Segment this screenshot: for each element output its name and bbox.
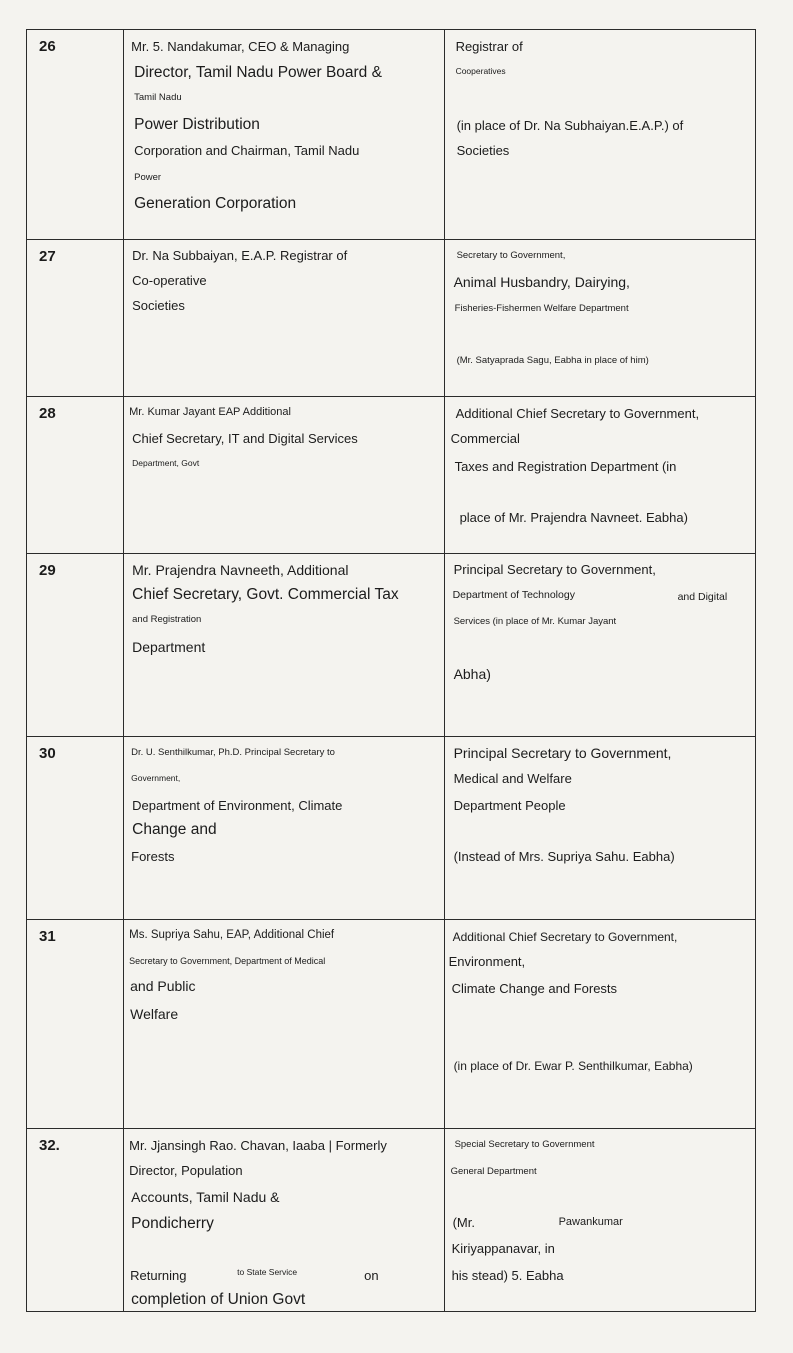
row-number-cell: [27, 240, 124, 397]
posting-line: Services (in place of Mr. Kumar Jayant: [453, 616, 617, 627]
posting-cell: [444, 397, 755, 554]
posting-line: Kiriyappanavar, in: [451, 1241, 555, 1256]
officer-line: Corporation and Chairman, Tamil Nadu: [134, 143, 360, 158]
row-number: 26: [39, 38, 56, 55]
officer-line: Chief Secretary, Govt. Commercial Tax: [132, 586, 399, 603]
posting-line: Fisheries-Fishermen Welfare Department: [454, 303, 629, 314]
officer-line: Chief Secretary, IT and Digital Services: [132, 431, 358, 446]
officer-cell: [124, 554, 444, 737]
officer-line: Change and: [132, 821, 217, 838]
posting-cell: [444, 1129, 755, 1312]
posting-line: Department People: [453, 798, 566, 813]
posting-line: (Instead of Mrs. Supriya Sahu. Eabha): [453, 849, 675, 864]
table-row: [27, 240, 756, 397]
row-number-cell: [27, 30, 124, 240]
posting-line: and Digital: [677, 591, 728, 603]
officer-line: Dr. U. Senthilkumar, Ph.D. Principal Secretary to: [131, 747, 335, 758]
officer-line: Department of Environment, Climate: [132, 798, 343, 813]
posting-cell: [444, 30, 755, 240]
officer-cell: [124, 240, 444, 397]
officer-cell: [124, 737, 444, 920]
row-number-cell: [27, 397, 124, 554]
posting-line: Registrar of: [455, 39, 523, 54]
officer-cell: [124, 1129, 444, 1312]
officer-line: Director, Population: [129, 1163, 243, 1178]
table-row: [27, 1129, 756, 1312]
posting-line: Additional Chief Secretary to Government,: [452, 930, 678, 944]
officer-line: Forests: [131, 849, 175, 864]
posting-cell: [444, 240, 755, 397]
officer-line: Government,: [131, 773, 181, 783]
posting-line: Additional Chief Secretary to Government,: [455, 406, 700, 421]
officer-line: Tamil Nadu: [134, 92, 182, 103]
officer-line: to State Service: [237, 1267, 298, 1277]
row-number: 30: [39, 745, 56, 762]
posting-line: Principal Secretary to Government,: [453, 562, 656, 577]
table-row: [27, 554, 756, 737]
officer-cell: [124, 920, 444, 1129]
row-number: 28: [39, 405, 56, 422]
row-number-cell: [27, 554, 124, 737]
officer-line: Mr. Prajendra Navneeth, Additional: [132, 562, 349, 578]
officer-line: Power: [134, 172, 162, 183]
posting-line: Societies: [456, 143, 510, 158]
posting-line: (in place of Dr. Ewar P. Senthilkumar, Eabha): [453, 1059, 693, 1073]
posting-cell: [444, 737, 755, 920]
officer-line: Mr. Jjansingh Rao. Chavan, Iaaba | Formerly: [129, 1138, 387, 1153]
appointments-table: [26, 29, 756, 1312]
posting-line: Pawankumar: [558, 1216, 623, 1228]
table-row: [27, 30, 756, 240]
row-number-cell: [27, 1129, 124, 1312]
posting-line: place of Mr. Prajendra Navneet. Eabha): [459, 510, 688, 525]
officer-line: Mr. Kumar Jayant EAP Additional: [129, 406, 291, 418]
officer-line: Pondicherry: [131, 1215, 214, 1232]
officer-line: Department: [132, 639, 206, 655]
posting-line: Principal Secretary to Government,: [453, 745, 672, 761]
posting-line: Department of Technology: [452, 589, 575, 601]
officer-line: and Registration: [132, 614, 202, 625]
officer-line: Power Distribution: [134, 116, 260, 133]
officer-line: Welfare: [130, 1006, 179, 1022]
officer-line: Co-operative: [132, 273, 207, 288]
row-number: 31: [39, 928, 56, 945]
officer-line: Ms. Supriya Sahu, EAP, Additional Chief: [129, 929, 335, 941]
posting-line: Taxes and Registration Department (in: [454, 459, 677, 474]
table-row: [27, 397, 756, 554]
posting-cell: [444, 920, 755, 1129]
posting-line: Medical and Welfare: [453, 771, 572, 786]
officer-line: completion of Union Govt: [131, 1291, 306, 1308]
posting-line: Climate Change and Forests: [451, 981, 618, 996]
officer-cell: [124, 397, 444, 554]
posting-cell: [444, 554, 755, 737]
posting-line: Commercial: [450, 431, 520, 446]
officer-line: Director, Tamil Nadu Power Board &: [134, 64, 382, 81]
officer-line: and Public: [130, 978, 196, 994]
posting-line: his stead) 5. Eabha: [451, 1268, 564, 1283]
posting-line: Abha): [453, 666, 491, 682]
officer-line: Dr. Na Subbaiyan, E.A.P. Registrar of: [132, 248, 348, 263]
posting-line: Special Secretary to Government: [454, 1139, 595, 1150]
posting-line: (in place of Dr. Na Subhaiyan.E.A.P.) of: [456, 118, 684, 133]
officer-line: Secretary to Government, Department of Medical: [129, 956, 326, 966]
posting-line: Cooperatives: [455, 66, 506, 76]
officer-line: Generation Corporation: [134, 195, 297, 212]
officer-line: on: [364, 1268, 379, 1283]
officer-cell: [124, 30, 444, 240]
officer-line: Mr. 5. Nandakumar, CEO & Managing: [131, 39, 350, 54]
posting-line: (Mr. Satyaprada Sagu, Eabha in place of him): [456, 355, 649, 366]
row-number-cell: [27, 920, 124, 1129]
table-row: [27, 737, 756, 920]
row-number: 27: [39, 248, 56, 265]
table-row: [27, 920, 756, 1129]
officer-line: Accounts, Tamil Nadu &: [131, 1189, 280, 1205]
row-number: 32.: [39, 1137, 60, 1154]
officer-line: Department, Govt: [132, 458, 200, 468]
posting-line: General Department: [450, 1166, 537, 1177]
posting-line: Secretary to Government,: [456, 250, 566, 261]
posting-line: (Mr.: [452, 1215, 475, 1230]
row-number-cell: [27, 737, 124, 920]
officer-line: Societies: [132, 298, 185, 313]
posting-line: Animal Husbandry, Dairying,: [453, 274, 630, 290]
officer-line: Returning: [130, 1268, 187, 1283]
posting-line: Environment,: [448, 954, 526, 969]
row-number: 29: [39, 562, 56, 579]
